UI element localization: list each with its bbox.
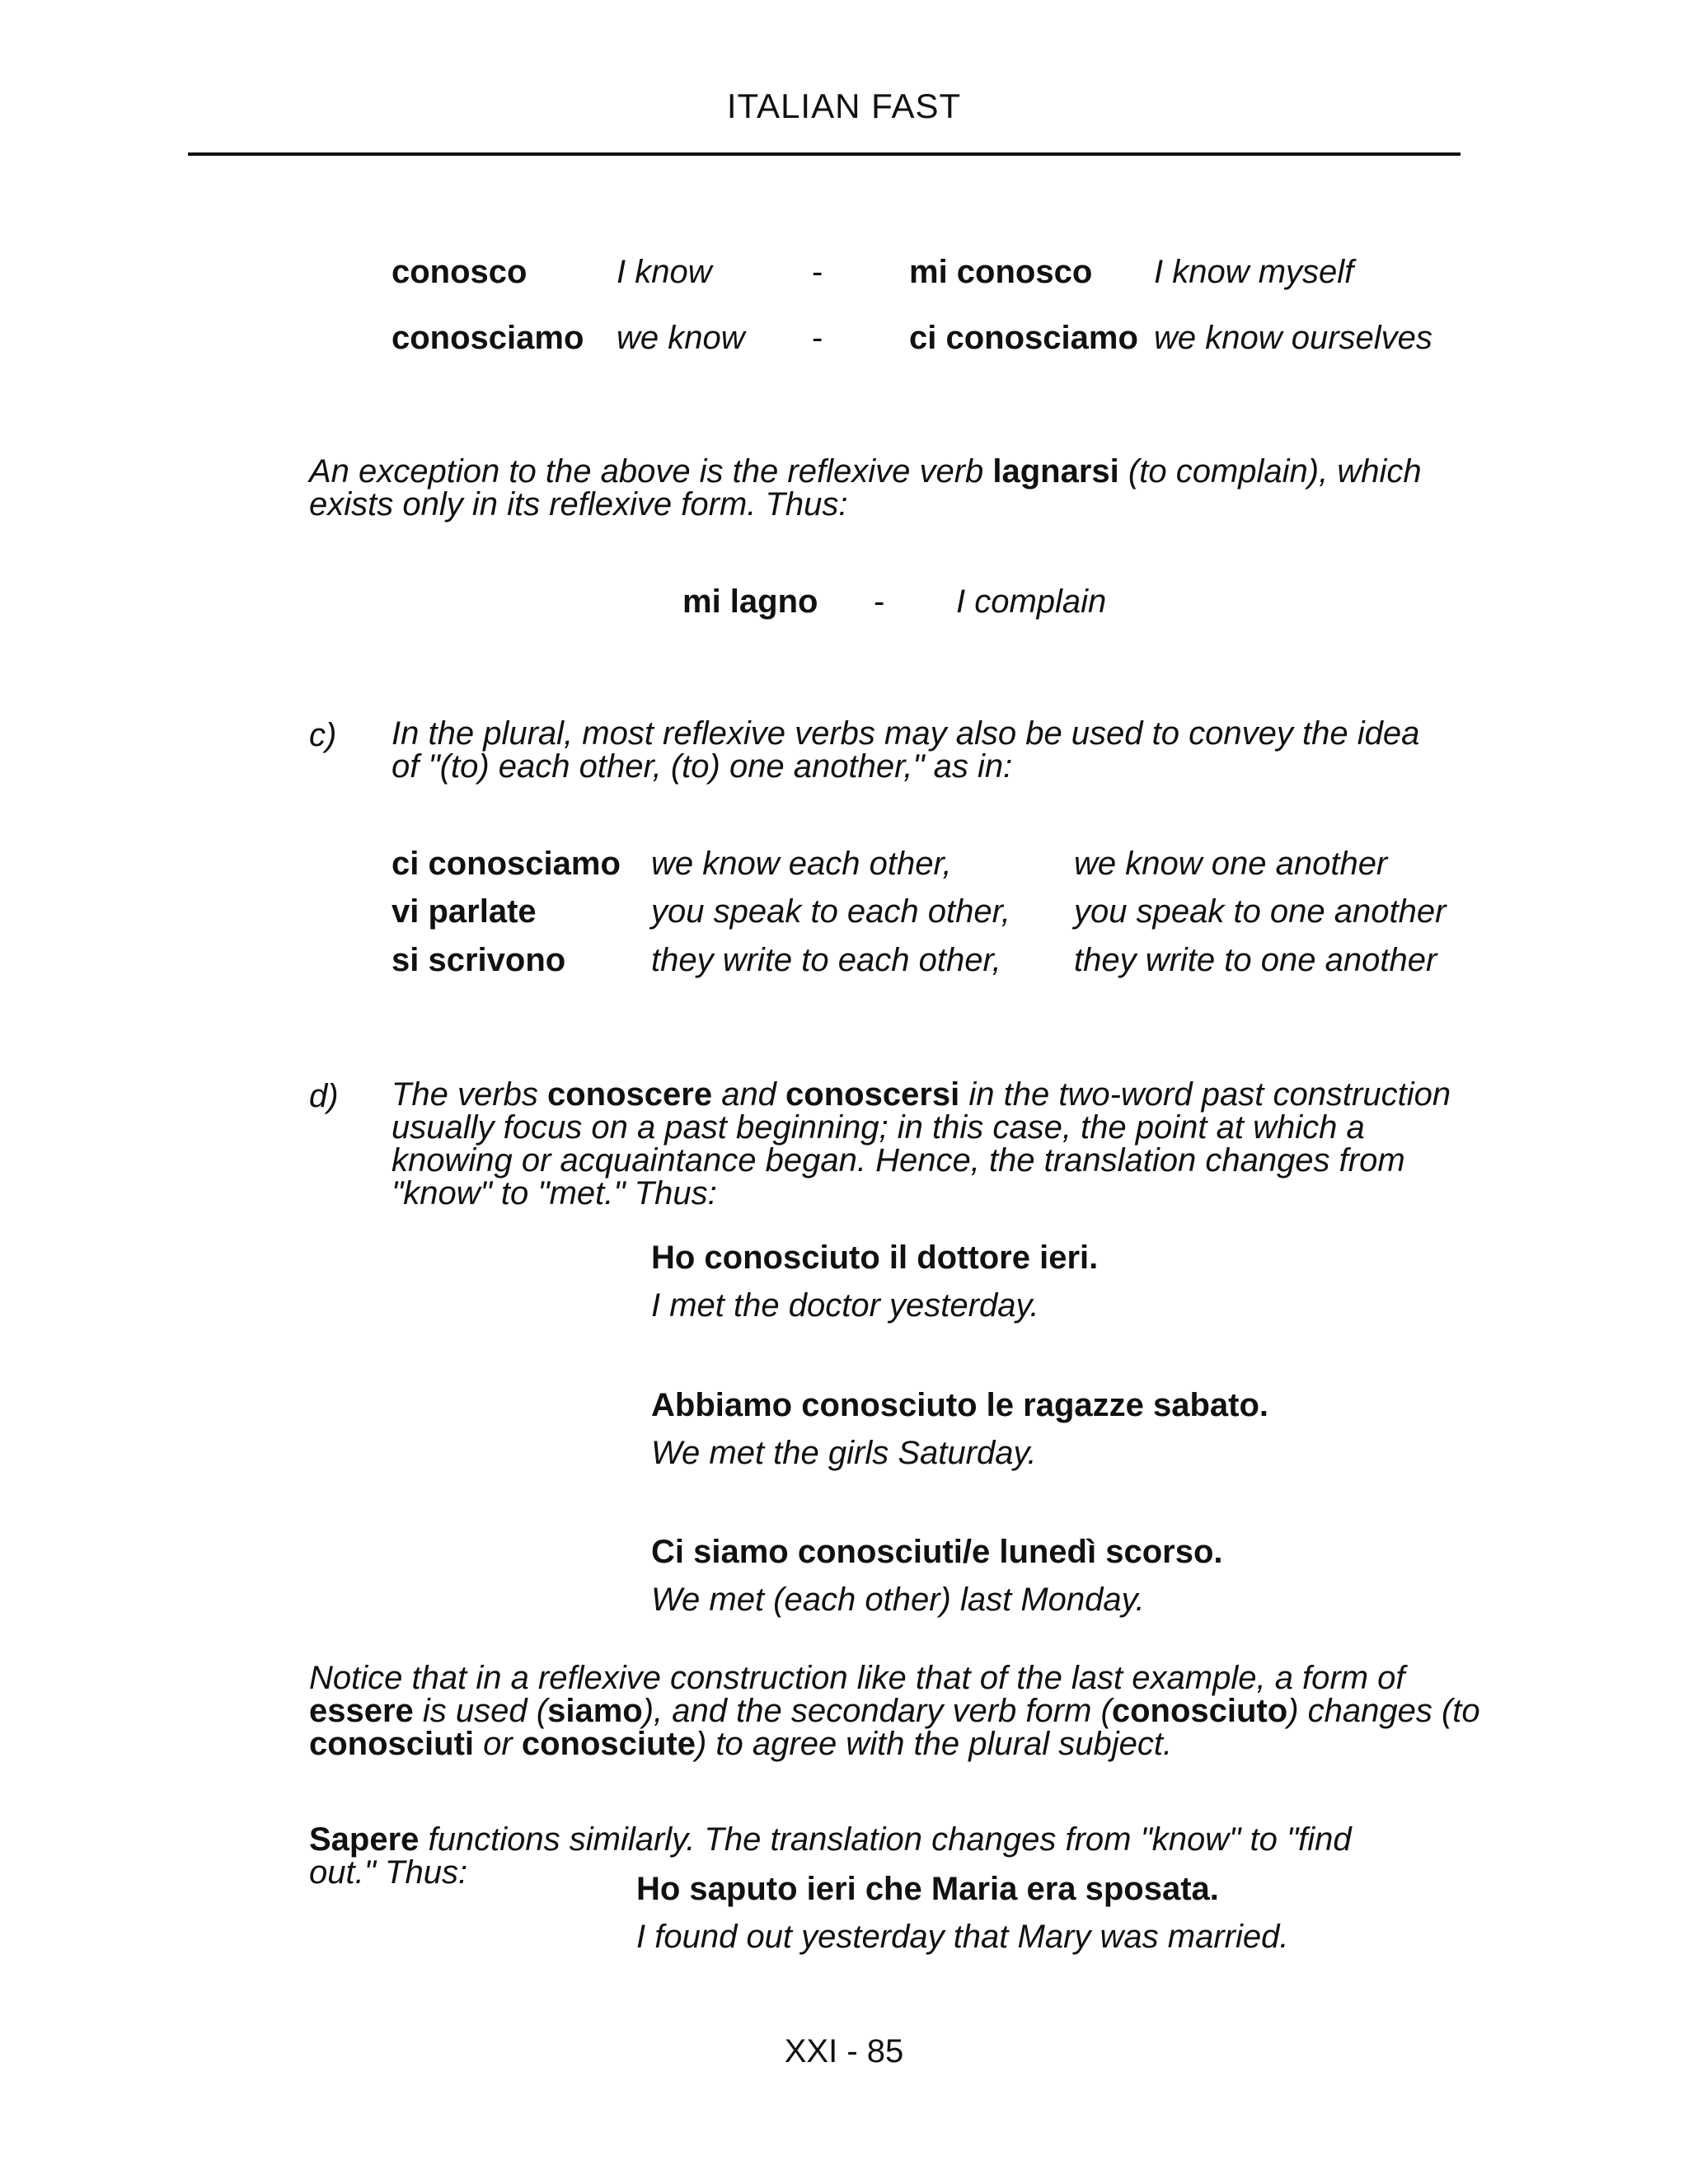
sapere-paragraph: Sapere functions similarly. The translation changes from "know" to "find out." Thus: <box>309 1821 1352 1891</box>
pair-english: I know <box>617 254 712 290</box>
section-c-label: c) <box>309 717 337 753</box>
notice-paragraph: Notice that in a reflexive construction like that of the last example, a form of essere is used (siamo), and the secondary verb form (conosciuto) changes (to conosciuti or conosciute) to agree with the plural subject. <box>309 1660 1480 1762</box>
example-english: We met the girls Saturday. <box>651 1435 1037 1471</box>
pair-italian: conosco <box>392 254 528 290</box>
sapere-example-english: I found out yesterday that Mary was married. <box>636 1919 1289 1955</box>
reciprocal-one-another: you speak to one another <box>1074 893 1447 930</box>
lagno-italian: mi lagno <box>682 583 818 620</box>
reciprocal-italian: ci conosciamo <box>392 846 621 882</box>
lagno-dash: - <box>874 583 885 620</box>
section-c-paragraph: In the plural, most reflexive verbs may also be used to convey the idea of "(to) each other, (to) one another," as in: <box>392 715 1420 785</box>
sapere-example-italian: Ho saputo ieri che Maria era sposata. <box>636 1871 1219 1907</box>
reciprocal-each-other: we know each other, <box>651 846 952 882</box>
header-divider <box>188 152 1461 156</box>
example-english: I met the doctor yesterday. <box>651 1287 1039 1324</box>
section-d-label: d) <box>309 1078 339 1114</box>
exception-paragraph: An exception to the above is the reflexive verb lagnarsi (to complain), which exists only in its reflexive form. Thus: <box>309 453 1422 523</box>
pair-reflexive-english: I know myself <box>1154 254 1354 290</box>
lagno-english: I complain <box>956 583 1107 620</box>
page-title: ITALIAN FAST <box>726 87 962 125</box>
reciprocal-each-other: you speak to each other, <box>651 893 1010 930</box>
example-english: We met (each other) last Monday. <box>651 1582 1145 1618</box>
pair-italian: conosciamo <box>392 320 584 356</box>
reciprocal-italian: vi parlate <box>392 893 537 930</box>
reciprocal-italian: si scrivono <box>392 942 566 978</box>
reciprocal-one-another: they write to one another <box>1074 942 1437 978</box>
pair-dash: - <box>812 320 823 356</box>
pair-reflexive-english: we know ourselves <box>1154 320 1432 356</box>
example-italian: Ci siamo conosciuti/e lunedì scorso. <box>651 1534 1223 1570</box>
pair-dash: - <box>812 254 823 290</box>
section-d-paragraph: The verbs conoscere and conoscersi in the two-word past construction usually focus on a past beginning; in this case, the point at which a knowing or acquaintance began. Hence, the translation changes from "know" to "met." Thus: <box>392 1076 1451 1212</box>
pair-reflexive-italian: ci conosciamo <box>909 320 1138 356</box>
reciprocal-each-other: they write to each other, <box>651 942 1001 978</box>
example-italian: Ho conosciuto il dottore ieri. <box>651 1240 1099 1276</box>
pair-english: we know <box>617 320 745 356</box>
example-italian: Abbiamo conosciuto le ragazze sabato. <box>651 1387 1269 1423</box>
pair-reflexive-italian: mi conosco <box>909 254 1093 290</box>
reciprocal-one-another: we know one another <box>1074 846 1388 882</box>
page-number: XXI - 85 <box>784 2033 904 2069</box>
